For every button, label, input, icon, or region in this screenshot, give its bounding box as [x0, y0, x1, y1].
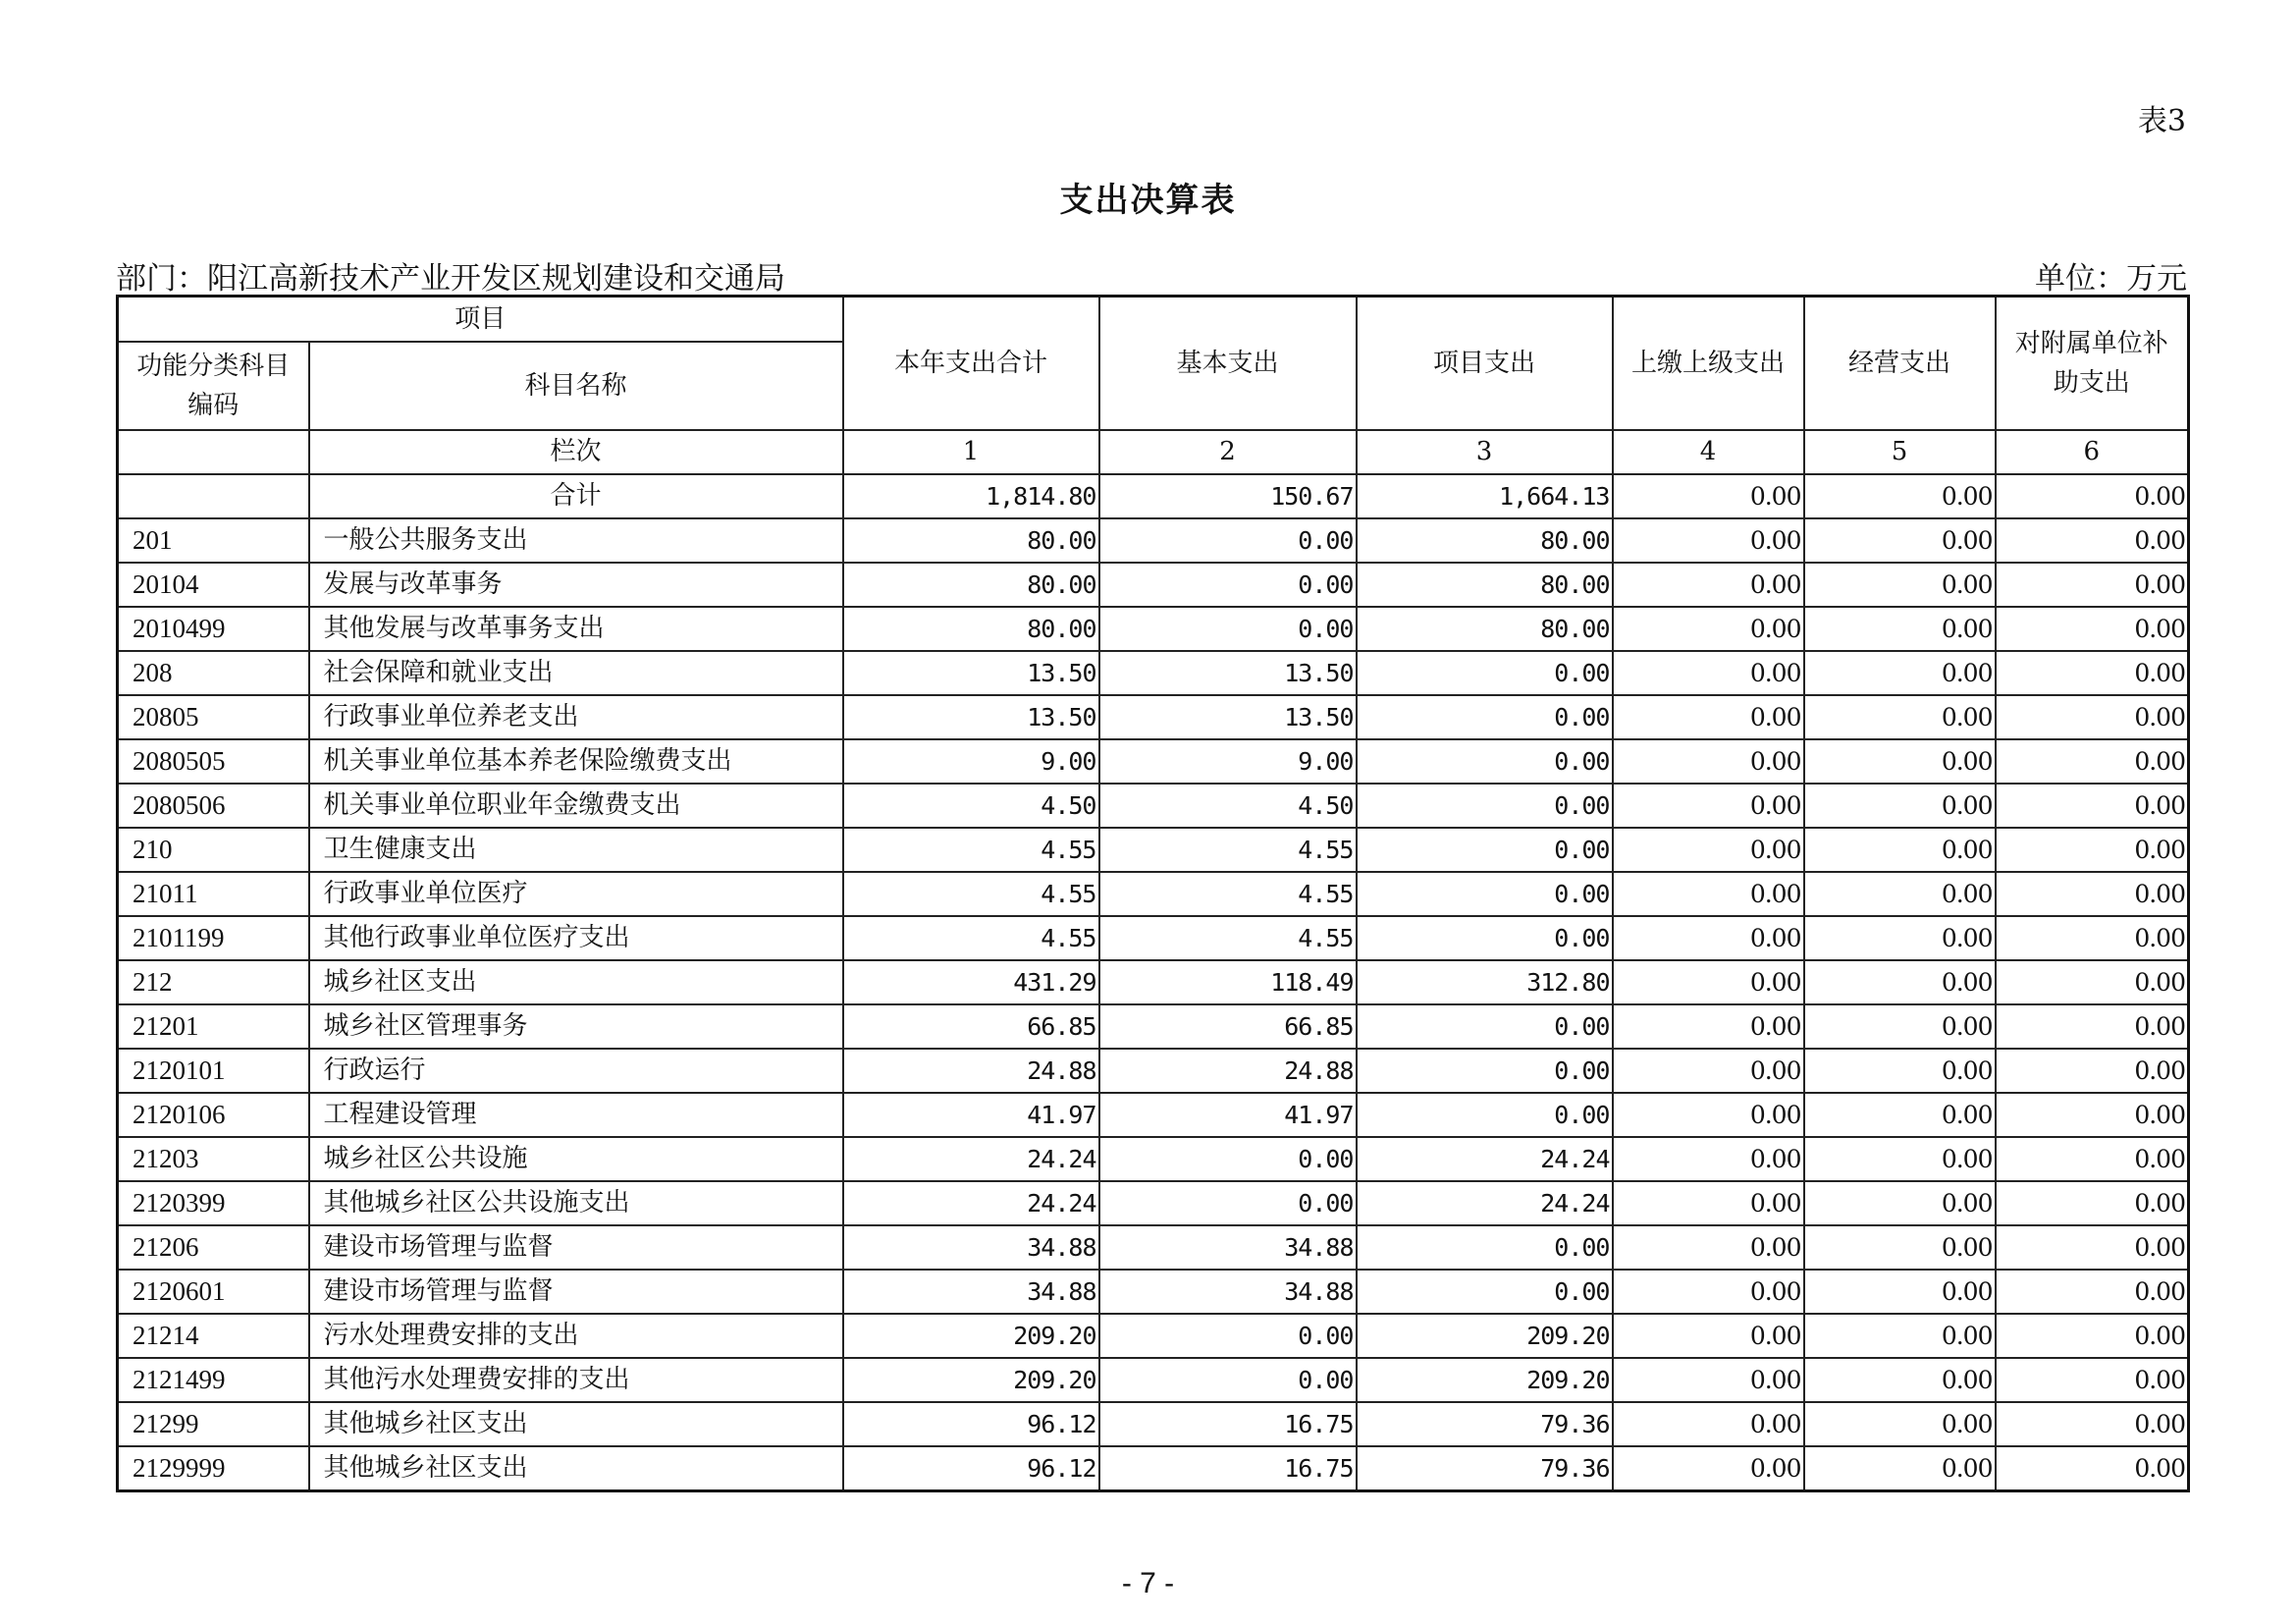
- table-row: [118, 1270, 2189, 1314]
- amount-cell: 0.00: [1357, 651, 1613, 695]
- amount-cell: 0.00: [1613, 695, 1804, 739]
- table-row: [118, 1314, 2189, 1358]
- amount-cell: 0.00: [1996, 960, 2189, 1004]
- table-row: [118, 739, 2189, 784]
- table-row: [118, 1402, 2189, 1446]
- table-row: [118, 1225, 2189, 1270]
- table-row: [118, 1093, 2189, 1137]
- subject-code: 2010499: [118, 607, 309, 651]
- amount-cell: 0.00: [1357, 1049, 1613, 1093]
- header-basic: 基本支出: [1099, 297, 1357, 431]
- expenditure-table: [116, 295, 2190, 1492]
- amount-cell: 0.00: [1804, 828, 1996, 872]
- amount-cell: 209.20: [1357, 1314, 1613, 1358]
- subject-code: 21214: [118, 1314, 309, 1358]
- subject-name: 行政事业单位医疗: [309, 872, 843, 916]
- amount-cell: 0.00: [1613, 518, 1804, 563]
- amount-cell: 4.55: [843, 916, 1099, 960]
- amount-cell: 80.00: [843, 563, 1099, 607]
- subject-code: 208: [118, 651, 309, 695]
- table-row: [118, 518, 2189, 563]
- subject-code: 201: [118, 518, 309, 563]
- column-index: 1: [843, 430, 1099, 474]
- table-row: [118, 872, 2189, 916]
- amount-cell: 0.00: [1357, 1225, 1613, 1270]
- amount-cell: 4.55: [843, 828, 1099, 872]
- subject-name: 建设市场管理与监督: [309, 1270, 843, 1314]
- amount-cell: 0.00: [1804, 695, 1996, 739]
- amount-cell: 0.00: [1804, 607, 1996, 651]
- subject-name: 机关事业单位基本养老保险缴费支出: [309, 739, 843, 784]
- table-number: 表3: [2137, 104, 2186, 138]
- subject-code: 2120101: [118, 1049, 309, 1093]
- amount-cell: 80.00: [1357, 518, 1613, 563]
- amount-cell: 0.00: [1996, 695, 2189, 739]
- total-label: 合计: [309, 474, 843, 518]
- amount-cell: 16.75: [1099, 1402, 1357, 1446]
- amount-cell: 13.50: [843, 651, 1099, 695]
- amount-cell: 431.29: [843, 960, 1099, 1004]
- amount-cell: 0.00: [1804, 651, 1996, 695]
- amount-cell: 0.00: [1357, 1004, 1613, 1049]
- amount-cell: 0.00: [1996, 518, 2189, 563]
- total-value: 0.00: [1996, 474, 2189, 518]
- header-project-expenditure: 项目支出: [1357, 297, 1613, 431]
- amount-cell: 41.97: [843, 1093, 1099, 1137]
- amount-cell: 0.00: [1996, 1314, 2189, 1358]
- header-subsidy: 对附属单位补助支出: [1996, 297, 2189, 431]
- amount-cell: 312.80: [1357, 960, 1613, 1004]
- header-project: 项目: [118, 297, 843, 343]
- amount-cell: 13.50: [1099, 651, 1357, 695]
- amount-cell: 0.00: [1804, 1225, 1996, 1270]
- amount-cell: 0.00: [1804, 1137, 1996, 1181]
- amount-cell: 0.00: [1996, 1181, 2189, 1225]
- subject-code: 2120399: [118, 1181, 309, 1225]
- amount-cell: 0.00: [1996, 1093, 2189, 1137]
- amount-cell: 80.00: [843, 518, 1099, 563]
- amount-cell: 0.00: [1996, 1004, 2189, 1049]
- table-row: [118, 916, 2189, 960]
- amount-cell: 4.50: [843, 784, 1099, 828]
- subject-name: 工程建设管理: [309, 1093, 843, 1137]
- total-value: 150.67: [1099, 474, 1357, 518]
- amount-cell: 0.00: [1804, 518, 1996, 563]
- table-row: [118, 563, 2189, 607]
- amount-cell: 0.00: [1804, 1358, 1996, 1402]
- amount-cell: 13.50: [1099, 695, 1357, 739]
- amount-cell: 118.49: [1099, 960, 1357, 1004]
- amount-cell: 0.00: [1804, 1004, 1996, 1049]
- amount-cell: 0.00: [1996, 1049, 2189, 1093]
- subject-code: 21206: [118, 1225, 309, 1270]
- amount-cell: 0.00: [1804, 1314, 1996, 1358]
- subject-code: 20104: [118, 563, 309, 607]
- total-value: 1,664.13: [1357, 474, 1613, 518]
- amount-cell: 0.00: [1804, 872, 1996, 916]
- column-index-blank: [118, 430, 309, 474]
- subject-name: 城乡社区管理事务: [309, 1004, 843, 1049]
- amount-cell: 0.00: [1804, 1446, 1996, 1491]
- amount-cell: 0.00: [1996, 1446, 2189, 1491]
- amount-cell: 0.00: [1996, 1137, 2189, 1181]
- amount-cell: 0.00: [1357, 1270, 1613, 1314]
- amount-cell: 209.20: [843, 1358, 1099, 1402]
- amount-cell: 0.00: [1996, 651, 2189, 695]
- table-row: [118, 960, 2189, 1004]
- table-row: [118, 828, 2189, 872]
- amount-cell: 0.00: [1996, 1225, 2189, 1270]
- subject-name: 其他城乡社区公共设施支出: [309, 1181, 843, 1225]
- amount-cell: 24.88: [843, 1049, 1099, 1093]
- amount-cell: 209.20: [1357, 1358, 1613, 1402]
- amount-cell: 0.00: [1804, 916, 1996, 960]
- total-value: 0.00: [1613, 474, 1804, 518]
- amount-cell: 34.88: [843, 1225, 1099, 1270]
- amount-cell: 0.00: [1804, 960, 1996, 1004]
- amount-cell: 0.00: [1099, 518, 1357, 563]
- subject-code: 210: [118, 828, 309, 872]
- amount-cell: 24.24: [843, 1137, 1099, 1181]
- amount-cell: 41.97: [1099, 1093, 1357, 1137]
- amount-cell: 0.00: [1804, 1049, 1996, 1093]
- column-index: 2: [1099, 430, 1357, 474]
- amount-cell: 0.00: [1996, 1402, 2189, 1446]
- subject-name: 其他行政事业单位医疗支出: [309, 916, 843, 960]
- amount-cell: 0.00: [1357, 828, 1613, 872]
- amount-cell: 0.00: [1804, 739, 1996, 784]
- total-value: 1,814.80: [843, 474, 1099, 518]
- amount-cell: 34.88: [1099, 1225, 1357, 1270]
- subject-name: 发展与改革事务: [309, 563, 843, 607]
- table-row: [118, 1358, 2189, 1402]
- amount-cell: 79.36: [1357, 1446, 1613, 1491]
- amount-cell: 0.00: [1613, 1225, 1804, 1270]
- amount-cell: 0.00: [1613, 651, 1804, 695]
- amount-cell: 0.00: [1804, 1402, 1996, 1446]
- amount-cell: 66.85: [1099, 1004, 1357, 1049]
- amount-cell: 80.00: [843, 607, 1099, 651]
- amount-cell: 0.00: [1996, 563, 2189, 607]
- amount-cell: 0.00: [1613, 872, 1804, 916]
- amount-cell: 79.36: [1357, 1402, 1613, 1446]
- amount-cell: 0.00: [1613, 607, 1804, 651]
- subject-name: 城乡社区公共设施: [309, 1137, 843, 1181]
- column-index: 3: [1357, 430, 1613, 474]
- table-row: [118, 651, 2189, 695]
- page-number: - 7 -: [1121, 1567, 1175, 1599]
- subject-name: 其他城乡社区支出: [309, 1446, 843, 1491]
- amount-cell: 0.00: [1613, 916, 1804, 960]
- amount-cell: 209.20: [843, 1314, 1099, 1358]
- amount-cell: 0.00: [1357, 784, 1613, 828]
- table-row: [118, 695, 2189, 739]
- amount-cell: 0.00: [1996, 607, 2189, 651]
- amount-cell: 9.00: [1099, 739, 1357, 784]
- amount-cell: 0.00: [1613, 739, 1804, 784]
- department-label: 部门：阳江高新技术产业开发区规划建设和交通局: [116, 261, 785, 297]
- table-row: [118, 1446, 2189, 1491]
- header-business: 经营支出: [1804, 297, 1996, 431]
- subject-code: 2080505: [118, 739, 309, 784]
- amount-cell: 9.00: [843, 739, 1099, 784]
- amount-cell: 0.00: [1613, 1093, 1804, 1137]
- amount-cell: 0.00: [1804, 1181, 1996, 1225]
- subject-name: 建设市场管理与监督: [309, 1225, 843, 1270]
- subject-code: 2120106: [118, 1093, 309, 1137]
- header-upper: 上缴上级支出: [1613, 297, 1804, 431]
- subject-name: 其他城乡社区支出: [309, 1402, 843, 1446]
- total-row: [118, 474, 2189, 518]
- amount-cell: 0.00: [1613, 960, 1804, 1004]
- amount-cell: 0.00: [1357, 916, 1613, 960]
- subject-code: 2129999: [118, 1446, 309, 1491]
- amount-cell: 24.24: [1357, 1137, 1613, 1181]
- amount-cell: 0.00: [1613, 1402, 1804, 1446]
- subject-name: 社会保障和就业支出: [309, 651, 843, 695]
- subject-code: 21299: [118, 1402, 309, 1446]
- subject-name: 其他发展与改革事务支出: [309, 607, 843, 651]
- table-row: [118, 1137, 2189, 1181]
- amount-cell: 0.00: [1804, 1093, 1996, 1137]
- subject-name: 卫生健康支出: [309, 828, 843, 872]
- header-total: 本年支出合计: [843, 297, 1099, 431]
- table-row: [118, 1049, 2189, 1093]
- amount-cell: 0.00: [1613, 1049, 1804, 1093]
- column-index-label: 栏次: [309, 430, 843, 474]
- subject-name: 行政运行: [309, 1049, 843, 1093]
- amount-cell: 4.55: [1099, 916, 1357, 960]
- subject-name: 城乡社区支出: [309, 960, 843, 1004]
- total-value: 0.00: [1804, 474, 1996, 518]
- amount-cell: 34.88: [1099, 1270, 1357, 1314]
- column-index: 5: [1804, 430, 1996, 474]
- header-code: 功能分类科目编码: [118, 342, 309, 430]
- amount-cell: 0.00: [1099, 1314, 1357, 1358]
- table-row: [118, 1004, 2189, 1049]
- amount-cell: 0.00: [1099, 1181, 1357, 1225]
- amount-cell: 0.00: [1996, 916, 2189, 960]
- amount-cell: 96.12: [843, 1402, 1099, 1446]
- amount-cell: 0.00: [1613, 1314, 1804, 1358]
- amount-cell: 0.00: [1613, 563, 1804, 607]
- amount-cell: 0.00: [1613, 828, 1804, 872]
- subject-name: 污水处理费安排的支出: [309, 1314, 843, 1358]
- amount-cell: 0.00: [1996, 828, 2189, 872]
- total-code-blank: [118, 474, 309, 518]
- amount-cell: 34.88: [843, 1270, 1099, 1314]
- amount-cell: 0.00: [1099, 563, 1357, 607]
- subject-name: 行政事业单位养老支出: [309, 695, 843, 739]
- subject-code: 2101199: [118, 916, 309, 960]
- amount-cell: 24.24: [1357, 1181, 1613, 1225]
- subject-name: 一般公共服务支出: [309, 518, 843, 563]
- amount-cell: 0.00: [1804, 1270, 1996, 1314]
- subject-code: 2120601: [118, 1270, 309, 1314]
- amount-cell: 16.75: [1099, 1446, 1357, 1491]
- amount-cell: 0.00: [1996, 739, 2189, 784]
- amount-cell: 0.00: [1996, 1270, 2189, 1314]
- table-row: [118, 1181, 2189, 1225]
- subject-code: 2121499: [118, 1358, 309, 1402]
- subject-code: 212: [118, 960, 309, 1004]
- amount-cell: 0.00: [1357, 1093, 1613, 1137]
- amount-cell: 0.00: [1613, 1181, 1804, 1225]
- amount-cell: 0.00: [1357, 695, 1613, 739]
- amount-cell: 66.85: [843, 1004, 1099, 1049]
- amount-cell: 0.00: [1996, 784, 2189, 828]
- subject-name: 其他污水处理费安排的支出: [309, 1358, 843, 1402]
- subject-code: 21011: [118, 872, 309, 916]
- table-row: [118, 784, 2189, 828]
- amount-cell: 4.55: [1099, 872, 1357, 916]
- amount-cell: 4.55: [1099, 828, 1357, 872]
- amount-cell: 4.55: [843, 872, 1099, 916]
- page-title: 支出决算表: [1059, 181, 1237, 220]
- amount-cell: 0.00: [1613, 784, 1804, 828]
- amount-cell: 0.00: [1357, 739, 1613, 784]
- amount-cell: 0.00: [1804, 563, 1996, 607]
- amount-cell: 0.00: [1613, 1137, 1804, 1181]
- amount-cell: 96.12: [843, 1446, 1099, 1491]
- amount-cell: 0.00: [1996, 872, 2189, 916]
- amount-cell: 80.00: [1357, 607, 1613, 651]
- unit-label: 单位：万元: [2035, 261, 2187, 297]
- subject-code: 21203: [118, 1137, 309, 1181]
- subject-code: 2080506: [118, 784, 309, 828]
- column-index: 4: [1613, 430, 1804, 474]
- amount-cell: 24.88: [1099, 1049, 1357, 1093]
- subject-name: 机关事业单位职业年金缴费支出: [309, 784, 843, 828]
- amount-cell: 80.00: [1357, 563, 1613, 607]
- amount-cell: 0.00: [1099, 1358, 1357, 1402]
- table-row: [118, 607, 2189, 651]
- amount-cell: 0.00: [1804, 784, 1996, 828]
- amount-cell: 0.00: [1357, 872, 1613, 916]
- amount-cell: 0.00: [1099, 607, 1357, 651]
- header-name: 科目名称: [309, 342, 843, 430]
- amount-cell: 24.24: [843, 1181, 1099, 1225]
- subject-code: 20805: [118, 695, 309, 739]
- amount-cell: 0.00: [1613, 1270, 1804, 1314]
- subject-code: 21201: [118, 1004, 309, 1049]
- column-index: 6: [1996, 430, 2189, 474]
- amount-cell: 0.00: [1613, 1446, 1804, 1491]
- amount-cell: 4.50: [1099, 784, 1357, 828]
- amount-cell: 0.00: [1613, 1004, 1804, 1049]
- amount-cell: 0.00: [1996, 1358, 2189, 1402]
- amount-cell: 0.00: [1099, 1137, 1357, 1181]
- amount-cell: 0.00: [1613, 1358, 1804, 1402]
- amount-cell: 13.50: [843, 695, 1099, 739]
